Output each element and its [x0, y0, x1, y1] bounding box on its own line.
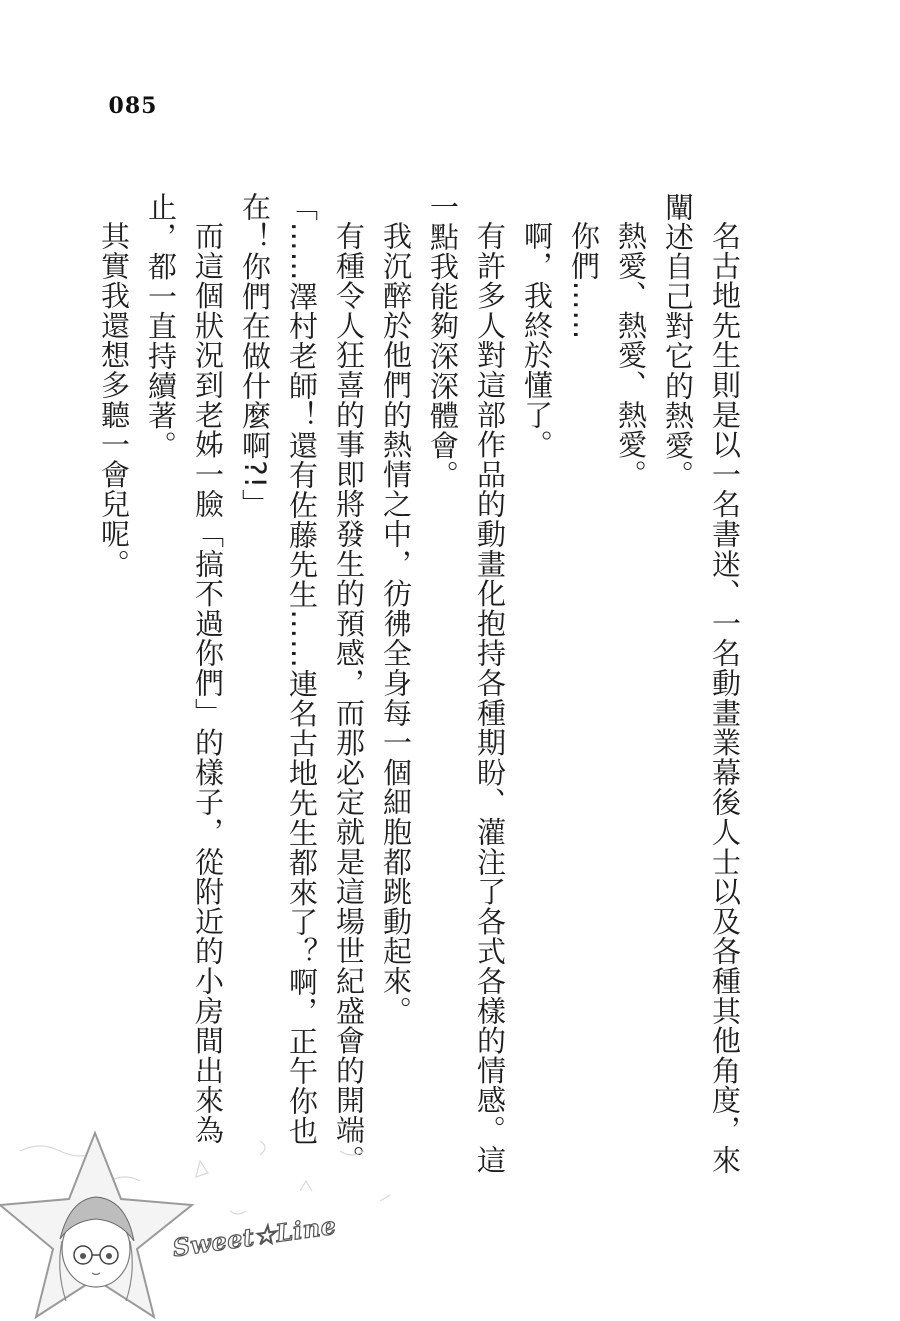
vertical-body-text [90, 192, 748, 1192]
paragraph-3: 你們…… [567, 221, 601, 341]
paragraph-2: 熱愛、熱愛、熱愛。 [614, 221, 648, 490]
paragraph-5: 有許多人對這部作品的動畫化抱持各種期盼、灌注了各式各樣的情感。這一點我能夠深深體會。 [426, 192, 507, 1175]
paragraph-4: 啊，我終於懂了。 [520, 221, 554, 460]
paragraph-7: 有種令人狂喜的事即將發生的預感，而那必定就是這場世紀盛會的開端。 [332, 221, 366, 1175]
page-number-text: 085 [108, 93, 158, 119]
paragraph-6: 我沉醉於他們的熱情之中，彷彿全身每一個細胞都跳動起來。 [379, 221, 413, 1026]
page-number [100, 78, 166, 134]
paragraph-10: 其實我還想多聽一會兒呢。 [97, 221, 131, 579]
star-character-illustration [0, 1121, 420, 1321]
paragraph-1: 名古地先生則是以一名書迷、一名動畫業幕後人士以及各種其他角度，來闡述自己對它的熱愛。 [661, 192, 742, 1175]
logo-text: Sweet★Line [170, 1210, 339, 1263]
paragraph-8-dialogue: 「……澤村老師！還有佐藤先生……連名古地先生都來了？啊，正午你也在！你們在做什麼啊?!」 [238, 192, 319, 1146]
paragraph-9: 而這個狀況到老姊一臉「搞不過你們」的樣子，從附近的小房間出來為止，都一直持續著。 [144, 192, 225, 1145]
